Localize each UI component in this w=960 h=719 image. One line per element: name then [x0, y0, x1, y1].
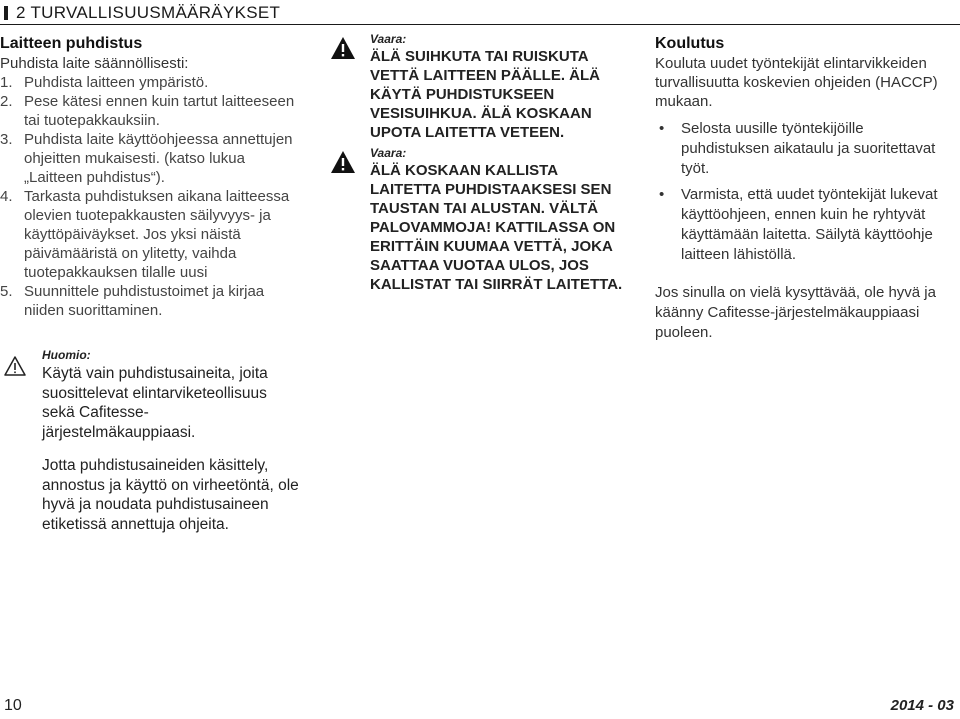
cleaning-heading: Laitteen puhdistus	[0, 35, 143, 52]
step-number: 4.	[0, 188, 13, 205]
list-item	[0, 130, 300, 187]
training-closing: Jos sinulla on vielä kysyttävää, ole hyvä ja käänny Cafitesse-järjestelmäkauppiaasi puoleen.	[655, 284, 936, 341]
training-heading: Koulutus	[655, 35, 725, 52]
header-divider	[0, 24, 960, 25]
warning-triangle-icon	[4, 356, 26, 376]
training-bullets	[655, 119, 955, 265]
danger-label: Vaara:	[370, 146, 407, 160]
caution-text: Käytä vain puhdistusaineita, joita suosittelevat elintarviketeollisuus sekä Cafitesse-järjestelmäkauppiaasi.	[42, 365, 268, 441]
list-item	[0, 73, 300, 92]
edition-date: 2014 - 03	[890, 697, 954, 714]
step-number: 2.	[0, 93, 13, 110]
caution-label: Huomio:	[42, 348, 91, 362]
step-text: Puhdista laite käyttöohjeessa annettujen ohjeitten mukaisesti. (katso lukua „Laitteen puhdistus“).	[24, 131, 293, 186]
warning-triangle-icon	[330, 36, 356, 60]
caution-text-secondary: Jotta puhdistusaineiden käsittely, annostus ja käyttö on virheetöntä, ole hyvä ja noudata puhdistusaineen etiketissä annettuja ohjeita.	[42, 457, 299, 533]
list-item	[0, 92, 300, 130]
danger-label: Vaara:	[370, 32, 407, 46]
step-number: 5.	[0, 283, 13, 300]
column-training	[655, 32, 955, 343]
list-item	[0, 282, 300, 320]
step-text: Puhdista laitteen ympäristö.	[24, 74, 209, 91]
step-text: Tarkasta puhdistuksen aikana laitteessa olevien tuotepakkausten säilyvyys- ja käyttöpäiväykset. Jos yksi näistä päivämääristä on ylitetty, vaihda tuotepakkauksen tilalle uusi	[24, 188, 290, 281]
cleaning-steps	[0, 73, 300, 320]
list-item	[0, 187, 300, 282]
bullet-mark: •	[659, 186, 665, 203]
danger-warning	[330, 146, 630, 294]
caution-note	[0, 348, 300, 534]
section-title: 2 TURVALLISUUSMÄÄRÄYKSET	[16, 3, 281, 22]
warning-triangle-icon	[330, 150, 356, 174]
header-marker	[4, 6, 8, 20]
danger-warning	[330, 32, 630, 142]
danger-text: ÄLÄ SUIHKUTA TAI RUISKUTA VETTÄ LAITTEEN PÄÄLLE. ÄLÄ KÄYTÄ PUHDISTUKSEEN VESISUIHKUA. ÄLÄ KOSKAAN UPOTA LAITETTA VETEEN.	[370, 48, 600, 141]
list-item	[655, 119, 955, 179]
step-number: 1.	[0, 74, 13, 91]
training-intro: Kouluta uudet työntekijät elintarvikkeiden turvallisuutta koskevien ohjeiden (HACCP) mukaan.	[655, 55, 938, 110]
column-cleaning	[0, 32, 300, 534]
list-item	[655, 185, 955, 265]
cleaning-intro: Puhdista laite säännöllisesti:	[0, 55, 189, 72]
step-number: 3.	[0, 131, 13, 148]
step-text: Pese kätesi ennen kuin tartut laitteeseen tai tuotepakkauksiin.	[24, 93, 295, 129]
column-warnings	[330, 32, 630, 294]
bullet-mark: •	[659, 120, 665, 137]
danger-text: ÄLÄ KOSKAAN KALLISTA LAITETTA PUHDISTAAKSESI SEN TAUSTAN TAI ALUSTAN. VÄLTÄ PALOVAMMOJA! KATTILASSA ON ERITTÄIN KUUMAA VETTÄ, JOKA SAATTAA VUOTAA ULOS, JOS KALLISTAT TAI SIIRRÄT LAITETTA.	[370, 162, 623, 293]
page-number: 10	[4, 697, 22, 714]
bullet-text: Varmista, että uudet työntekijät lukevat käyttöohjeen, ennen kuin he ryhtyvät käyttämään laitetta. Säilytä käyttöohje laitteen lähistöllä.	[681, 186, 938, 263]
step-text: Suunnittele puhdistustoimet ja kirjaa niiden suorittaminen.	[24, 283, 265, 319]
bullet-text: Selosta uusille työntekijöille puhdistuksen aikataulu ja suoritettavat työt.	[681, 120, 936, 177]
section-header	[4, 2, 280, 24]
